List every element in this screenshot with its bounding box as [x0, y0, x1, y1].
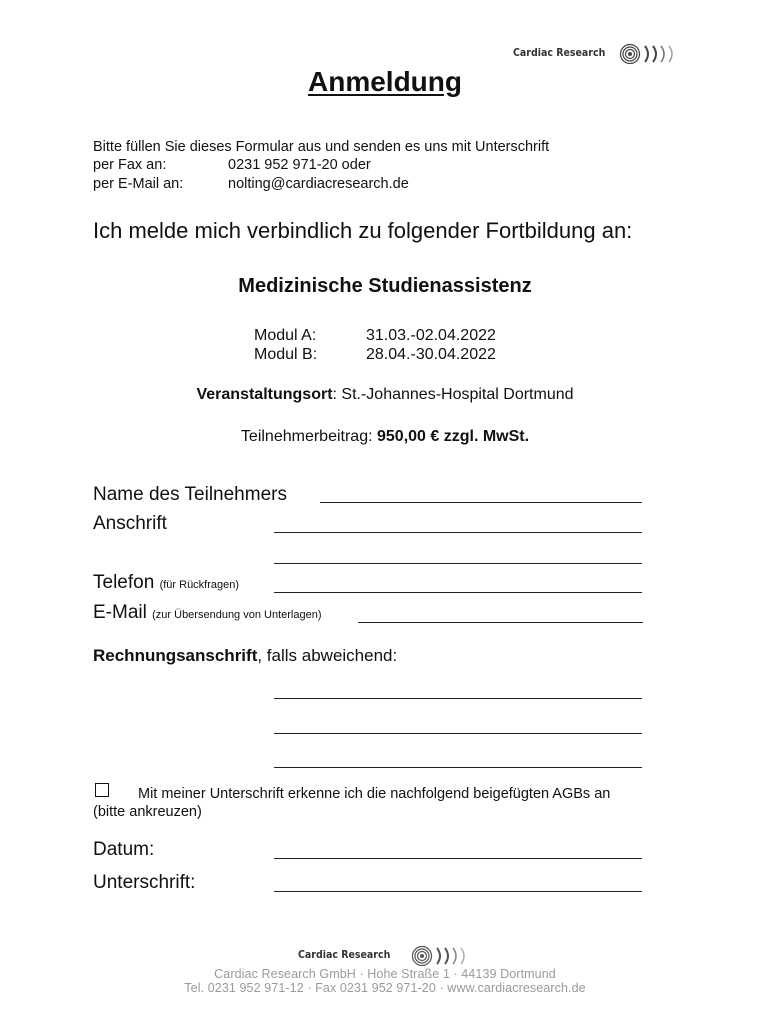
signature-label: Unterschrift:	[93, 872, 196, 893]
agb-text: Mit meiner Unterschrift erkenne ich die nachfolgend beigefügten AGBs an	[138, 786, 611, 802]
billing-label: Rechnungsanschrift	[93, 646, 258, 665]
fax-number: 0231 952 971-20 oder	[228, 157, 371, 173]
email-field-label-group	[93, 602, 322, 624]
phone-label: Telefon	[93, 572, 155, 593]
email-field[interactable]	[358, 622, 643, 623]
agb-checkbox[interactable]	[95, 783, 109, 797]
name-label: Name des Teilnehmers	[93, 484, 287, 505]
page-title: Anmeldung	[308, 66, 462, 97]
address-field-line-1[interactable]	[274, 532, 642, 533]
date-label: Datum:	[93, 839, 155, 860]
signature-field[interactable]	[274, 891, 642, 892]
module-b-dates: 28.04.-30.04.2022	[366, 346, 496, 363]
footer-logo-icon	[410, 945, 472, 967]
billing-field-line-3[interactable]	[274, 767, 642, 768]
phone-field[interactable]	[274, 592, 642, 593]
announcement: Ich melde mich verbindlich zu folgender Fortbildung an:	[93, 218, 633, 243]
module-a-dates: 31.03.-02.04.2022	[366, 327, 496, 344]
venue	[0, 386, 770, 404]
intro-text: Bitte füllen Sie dieses Formular aus und senden es uns mit Unterschrift	[93, 139, 550, 155]
email-address: nolting@cardiacresearch.de	[228, 176, 409, 192]
address-field-line-2[interactable]	[274, 563, 642, 564]
agb-note: (bitte ankreuzen)	[93, 804, 202, 820]
fee-label: Teilnehmerbeitrag:	[240, 428, 377, 445]
phone-label-group	[93, 572, 239, 594]
footer-address: Cardiac Research GmbH · Hohe Straße 1 · 44139 Dortmund	[214, 967, 556, 981]
billing-field-line-1[interactable]	[274, 698, 642, 699]
venue-value: : St.-Johannes-Hospital Dortmund	[332, 386, 574, 403]
address-label: Anschrift	[93, 513, 167, 534]
email-note: (zur Übersendung von Unterlagen)	[152, 609, 322, 621]
course-title: Medizinische Studienassistenz	[238, 275, 532, 297]
module-b-label: Modul B:	[254, 346, 318, 363]
name-field[interactable]	[320, 502, 642, 503]
date-field[interactable]	[274, 858, 642, 859]
footer-contact: Tel. 0231 952 971-12 · Fax 0231 952 971-20 · www.cardiacresearch.de	[184, 981, 586, 995]
module-a-label: Modul A:	[254, 327, 317, 344]
footer-brand: Cardiac Research	[298, 949, 391, 961]
phone-note: (für Rückfragen)	[159, 579, 240, 591]
email-label: per E-Mail an:	[93, 176, 184, 192]
email-field-label: E-Mail	[93, 602, 147, 623]
fee-value: 950,00 € zzgl. MwSt.	[377, 428, 530, 445]
billing-heading	[93, 646, 397, 666]
cardiac-research-logo-icon	[619, 43, 679, 65]
fax-label: per Fax an:	[93, 157, 167, 173]
venue-label: Veranstaltungsort	[196, 386, 333, 403]
billing-note: , falls abweichend:	[257, 646, 398, 665]
billing-field-line-2[interactable]	[274, 733, 642, 734]
fee	[0, 428, 770, 446]
header-brand: Cardiac Research	[513, 47, 606, 59]
